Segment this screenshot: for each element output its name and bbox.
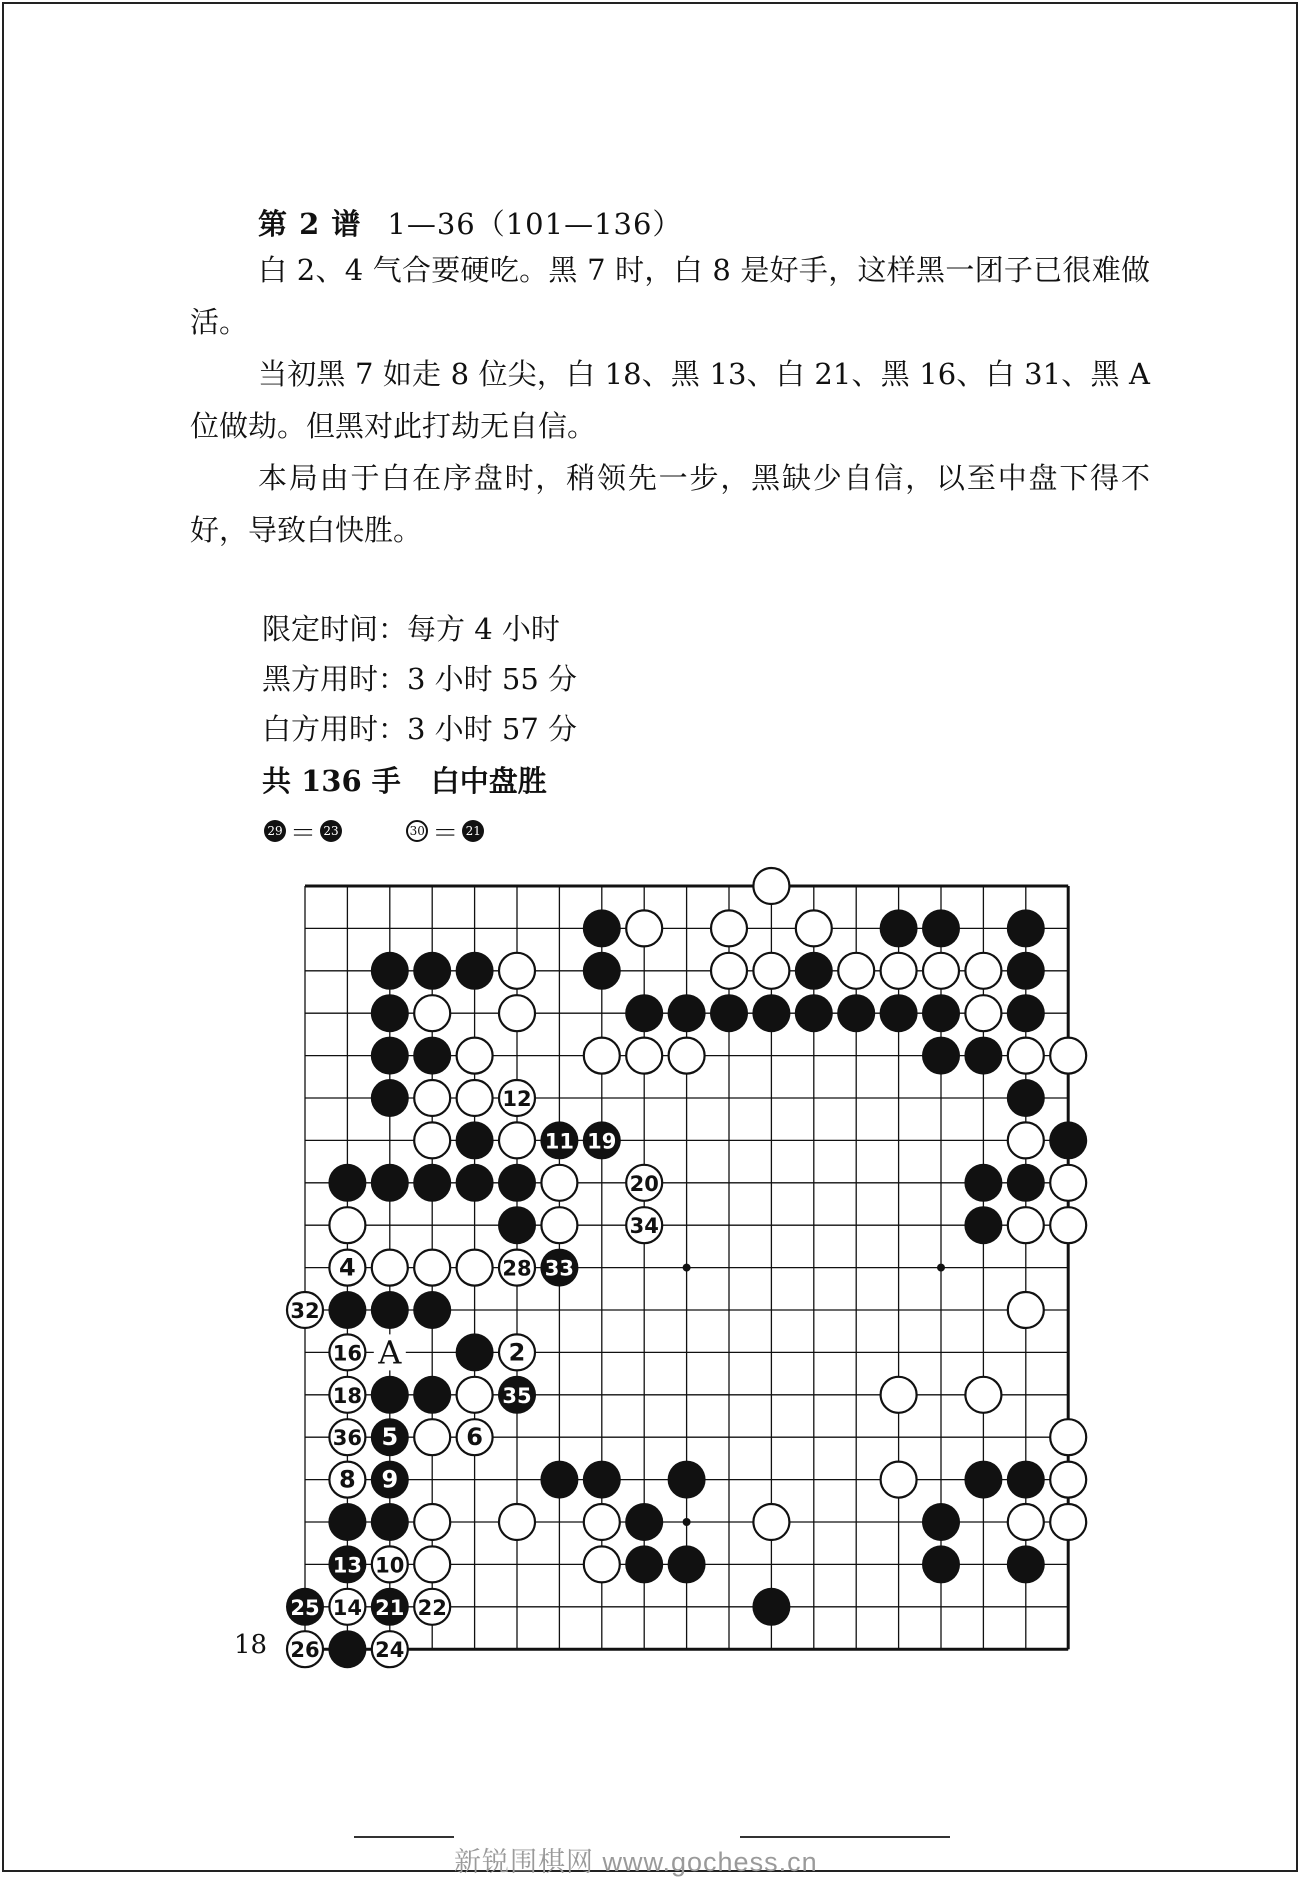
white-stone: [584, 1504, 620, 1540]
white-stone: [414, 1122, 450, 1158]
move-range: 1—36（101—136）: [387, 207, 683, 241]
black-stone: [371, 1079, 409, 1117]
white-stone: [1050, 1462, 1086, 1498]
black-stone: [413, 1376, 451, 1414]
white-stone: [329, 1207, 365, 1243]
black-stone: [964, 1461, 1002, 1499]
star-point: [683, 1518, 691, 1526]
black-stone: [1007, 909, 1045, 947]
watermark: 新锐围棋网 www.gochess.cn: [454, 1847, 818, 1877]
white-stone: [457, 1250, 493, 1286]
move-number: 19: [587, 1129, 617, 1154]
black-stone: [922, 1545, 960, 1583]
white-stone: [965, 953, 1001, 989]
white-stone: [881, 1462, 917, 1498]
white-stone: [541, 1207, 577, 1243]
white-stone: [753, 1504, 789, 1540]
black-stone: [964, 1164, 1002, 1202]
white-stone: [923, 953, 959, 989]
white-stone: [372, 1250, 408, 1286]
ko-note-left-stone: 30: [406, 820, 428, 842]
black-stone: [328, 1164, 366, 1202]
black-stone: [1007, 994, 1045, 1032]
diagram-label: 第 2 谱: [258, 207, 362, 241]
black-stone: [413, 1291, 451, 1329]
black-stone: [583, 1461, 621, 1499]
white-stone: [669, 1038, 705, 1074]
white-stone: [1050, 1504, 1086, 1540]
white-stone: [457, 1377, 493, 1413]
white-stone: [965, 995, 1001, 1031]
black-stone: [795, 994, 833, 1032]
black-stone: [752, 994, 790, 1032]
move-number: 32: [290, 1299, 320, 1323]
black-stone: [625, 994, 663, 1032]
move-number: 11: [544, 1129, 575, 1154]
white-stone: [1008, 1292, 1044, 1328]
black-stone: [880, 994, 918, 1032]
white-stone: [1050, 1038, 1086, 1074]
white-stone: [965, 1377, 1001, 1413]
move-number: 26: [290, 1638, 320, 1663]
white-stone: [626, 1038, 662, 1074]
white-stone: [414, 1250, 450, 1286]
black-stone: [328, 1503, 366, 1541]
black-stone: [1007, 1545, 1045, 1583]
ko-note-right-stone: 21: [462, 820, 484, 842]
footer-rule: [740, 1836, 950, 1838]
black-stone: [1049, 1121, 1087, 1159]
ko-note-equals: ＝: [290, 818, 317, 849]
move-number: 8: [339, 1465, 356, 1494]
move-number: 6: [466, 1423, 483, 1452]
move-number: 36: [332, 1426, 363, 1451]
black-stone: [413, 952, 451, 990]
white-stone: [711, 910, 747, 946]
move-number: 16: [332, 1341, 363, 1366]
move-number: 20: [629, 1171, 659, 1196]
white-stone: [711, 953, 747, 989]
white-stone: [541, 1165, 577, 1201]
white-stone: [499, 953, 535, 989]
black-stone: [752, 1588, 790, 1626]
total-moves: 共 136 手: [262, 764, 401, 798]
white-stone: [1008, 1504, 1044, 1540]
black-stone: [328, 1630, 366, 1668]
white-stone: [796, 910, 832, 946]
black-stone: [625, 1503, 663, 1541]
move-number: 35: [502, 1383, 532, 1408]
move-number: 12: [502, 1087, 532, 1111]
black-stone: [922, 1503, 960, 1541]
white-stone: [457, 1038, 493, 1074]
black-stone: [371, 1037, 409, 1075]
commentary-paragraph-2: 当初黑 7 如走 8 位尖，白 18、黑 13、白 21、黑 16、白 31、黑 A 位做劫。但黑对此打劫无自信。: [190, 357, 1150, 443]
move-number: 22: [417, 1595, 447, 1620]
white-stone: [1008, 1122, 1044, 1158]
move-number: 5: [381, 1423, 399, 1452]
page-number: 18: [234, 1630, 268, 1660]
commentary-paragraph-1: 白 2、4 气合要硬吃。黑 7 时，白 8 是好手，这样黑一团子已很难做活。: [190, 253, 1150, 339]
black-stone: [668, 1545, 706, 1583]
white-stone: [499, 1122, 535, 1158]
move-number: 34: [629, 1214, 659, 1239]
move-number: 14: [332, 1595, 363, 1620]
move-number: 4: [339, 1253, 356, 1282]
move-number: 25: [290, 1595, 320, 1620]
black-stone: [583, 909, 621, 947]
black-stone: [880, 909, 918, 947]
black-stone: [1007, 1164, 1045, 1202]
white-stone: [1008, 1207, 1044, 1243]
black-stone: [456, 1333, 494, 1371]
black-stone: [413, 1037, 451, 1075]
white-stone: [1050, 1207, 1086, 1243]
black-stone: [456, 1164, 494, 1202]
white-stone: [626, 910, 662, 946]
black-stone: [922, 994, 960, 1032]
ko-note-equals: ＝: [432, 818, 459, 849]
move-number: 10: [375, 1553, 405, 1578]
ko-note-left-stone: 29: [264, 820, 286, 842]
time-limit: 限定时间：每方 4 小时: [262, 612, 560, 646]
ko-note-right-stone: 23: [320, 820, 342, 842]
black-stone: [964, 1206, 1002, 1244]
black-stone: [371, 1164, 409, 1202]
move-number: 2: [508, 1338, 526, 1367]
black-stone: [371, 1291, 409, 1329]
black-stone: [1007, 952, 1045, 990]
game-result: 白中盘胜: [430, 764, 547, 798]
black-time-used: 黑方用时：3 小时 55 分: [262, 662, 578, 696]
white-stone: [457, 1080, 493, 1116]
black-stone: [1007, 1461, 1045, 1499]
white-stone: [414, 995, 450, 1031]
black-stone: [413, 1164, 451, 1202]
white-stone: [584, 1038, 620, 1074]
white-stone: [753, 953, 789, 989]
black-stone: [371, 1503, 409, 1541]
star-point: [683, 1264, 691, 1272]
white-stone: [838, 953, 874, 989]
black-stone: [710, 994, 748, 1032]
footer-rule: [354, 1836, 454, 1838]
white-stone: [1050, 1419, 1086, 1455]
black-stone: [498, 1206, 536, 1244]
move-number: 24: [375, 1638, 405, 1663]
black-stone: [625, 1545, 663, 1583]
black-stone: [837, 994, 875, 1032]
white-stone: [414, 1504, 450, 1540]
white-stone: [414, 1419, 450, 1455]
move-number: 9: [381, 1465, 399, 1494]
move-number: 28: [502, 1256, 532, 1281]
white-stone: [1050, 1165, 1086, 1201]
board-label-a: A: [378, 1333, 402, 1372]
move-number: 13: [332, 1553, 363, 1578]
white-stone: [1008, 1038, 1044, 1074]
black-stone: [964, 1037, 1002, 1075]
black-stone: [456, 1121, 494, 1159]
black-stone: [795, 952, 833, 990]
black-stone: [540, 1461, 578, 1499]
white-stone: [499, 1504, 535, 1540]
star-point: [937, 1264, 945, 1272]
white-stone: [881, 953, 917, 989]
black-stone: [1007, 1079, 1045, 1117]
white-time-used: 白方用时：3 小时 57 分: [262, 712, 578, 746]
black-stone: [583, 952, 621, 990]
move-number: 33: [544, 1256, 575, 1281]
commentary-paragraph-3: 本局由于白在序盘时，稍领先一步，黑缺少自信，以至中盘下得不好，导致白快胜。: [190, 461, 1150, 547]
white-stone: [753, 868, 789, 904]
black-stone: [371, 952, 409, 990]
black-stone: [922, 909, 960, 947]
black-stone: [456, 952, 494, 990]
white-stone: [414, 1080, 450, 1116]
move-number: 18: [332, 1383, 363, 1408]
black-stone: [328, 1291, 366, 1329]
white-stone: [584, 1546, 620, 1582]
move-number: 21: [375, 1595, 405, 1620]
black-stone: [371, 994, 409, 1032]
white-stone: [414, 1546, 450, 1582]
white-stone: [881, 1377, 917, 1413]
white-stone: [499, 995, 535, 1031]
black-stone: [668, 994, 706, 1032]
black-stone: [668, 1461, 706, 1499]
black-stone: [371, 1376, 409, 1414]
black-stone: [922, 1037, 960, 1075]
black-stone: [498, 1164, 536, 1202]
